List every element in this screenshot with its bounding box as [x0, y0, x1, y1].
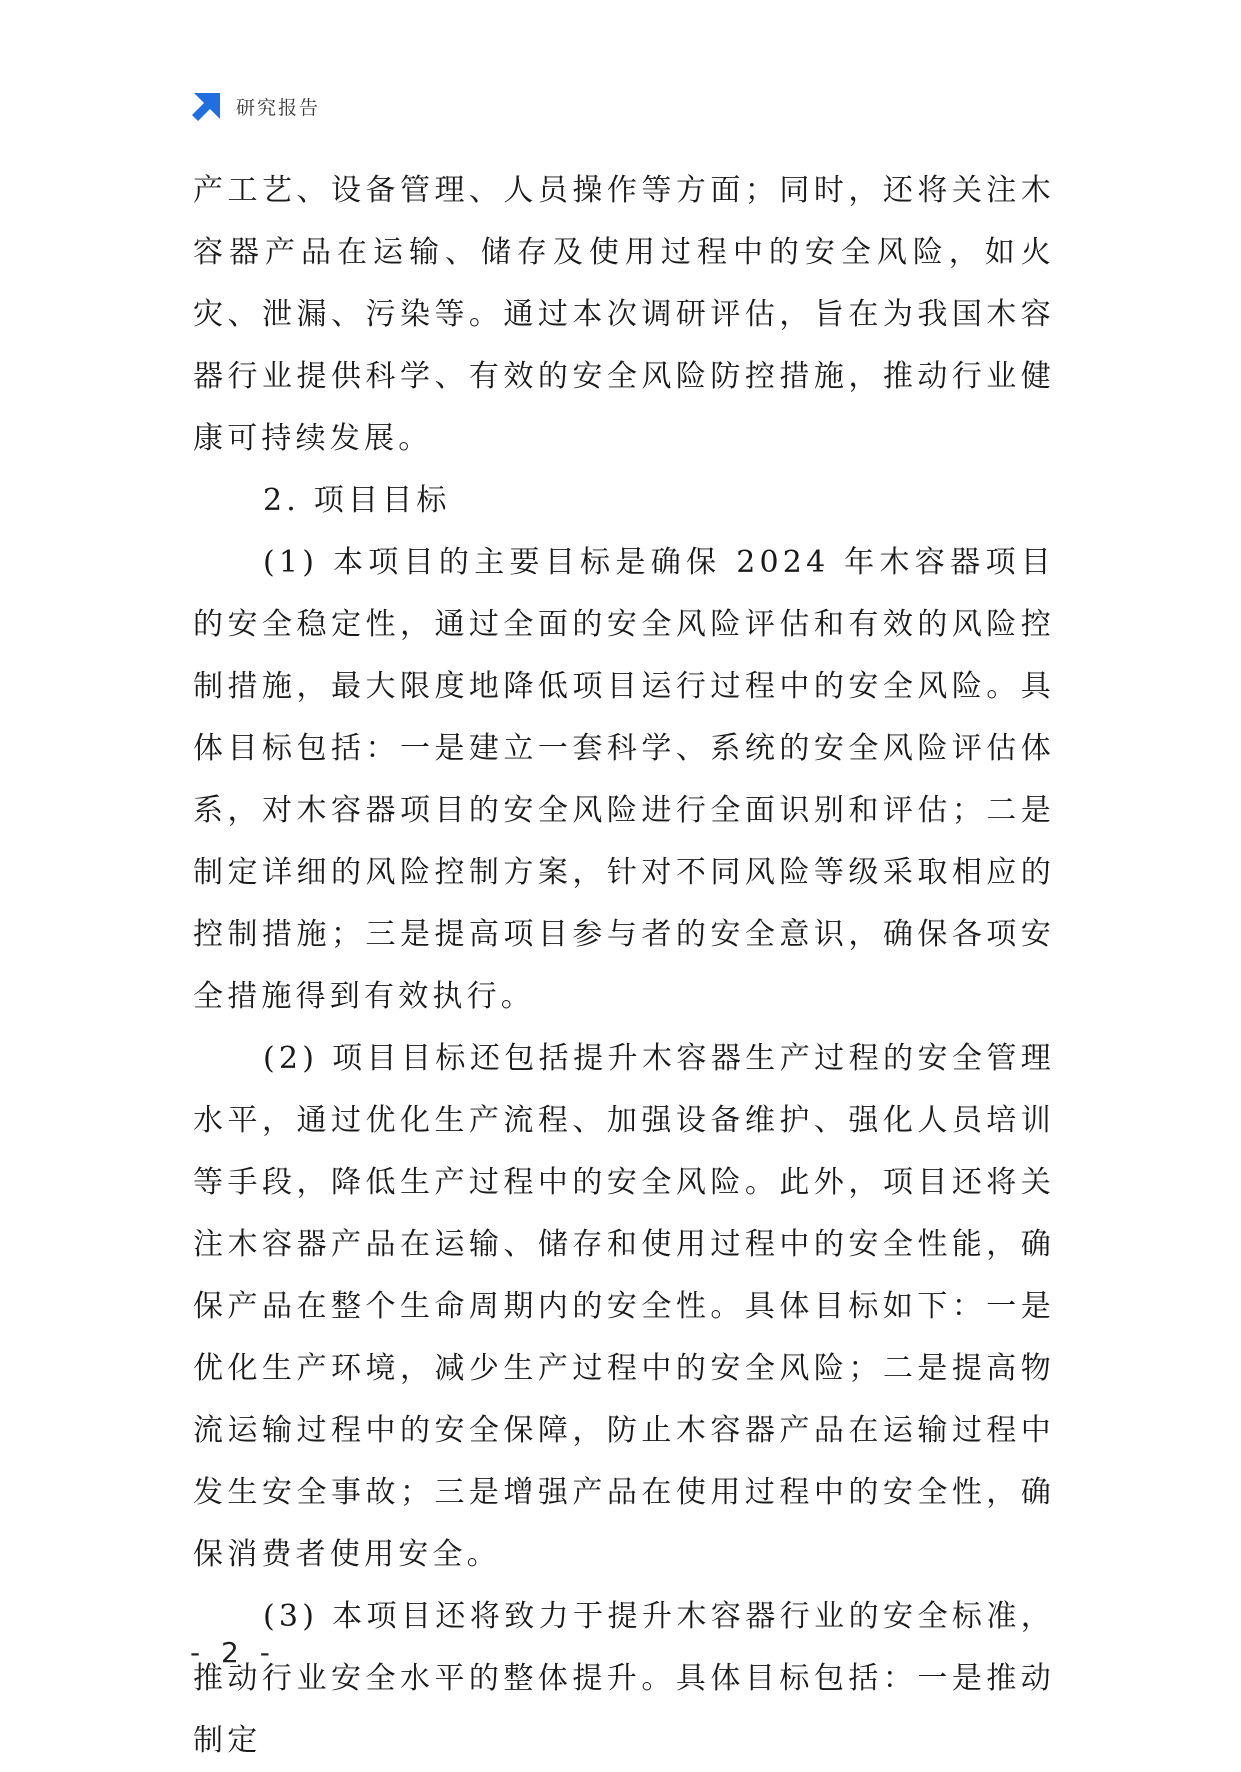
paragraph-goal-3: (3) 本项目还将致力于提升木容器行业的安全标准，推动行业安全水平的整体提升。具体目标包括：一是推动制定 [193, 1599, 1055, 1758]
paragraph-goal-1: (1) 本项目的主要目标是确保 2024 年木容器项目的安全稳定性，通过全面的安全风险评估和有效的风险控制措施，最大限度地降低项目运行过程中的安全风险。具体目标包括：一是建立一套科学、系统的安全风险评估体系，对木容器项目的安全风险进行全面识别和评估；二是制定详细的风险控制方案，针对不同风险等级采取相应的控制措施；三是提高项目参与者的安全意识，确保各项安全措施得到有效执行。 [193, 545, 1055, 1014]
document-body [193, 160, 1055, 1772]
paragraph-continuation: 产工艺、设备管理、人员操作等方面；同时，还将关注木容器产品在运输、储存及使用过程中的安全风险，如火灾、泄漏、污染等。通过本次调研评估，旨在为我国木容器行业提供科学、有效的安全风险防控措施，推动行业健康可持续发展。 [193, 173, 1055, 456]
header-title: 研究报告 [236, 96, 321, 119]
paragraph-goal-2: (2) 项目目标还包括提升木容器生产过程的安全管理水平，通过优化生产流程、加强设备维护、强化人员培训等手段，降低生产过程中的安全风险。此外，项目还将关注木容器产品在运输、储存和使用过程中的安全性能，确保产品在整个生命周期内的安全性。具体目标如下：一是优化生产环境，减少生产过程中的安全风险；二是提高物流运输过程中的安全保障，防止木容器产品在运输过程中发生安全事故；三是增强产品在使用过程中的安全性，确保消费者使用安全。 [193, 1041, 1055, 1572]
arrow-up-right-icon [190, 89, 224, 123]
page-number: - 2 - [190, 1636, 276, 1669]
section-heading: 2. 项目目标 [263, 483, 451, 518]
report-header [190, 86, 320, 126]
